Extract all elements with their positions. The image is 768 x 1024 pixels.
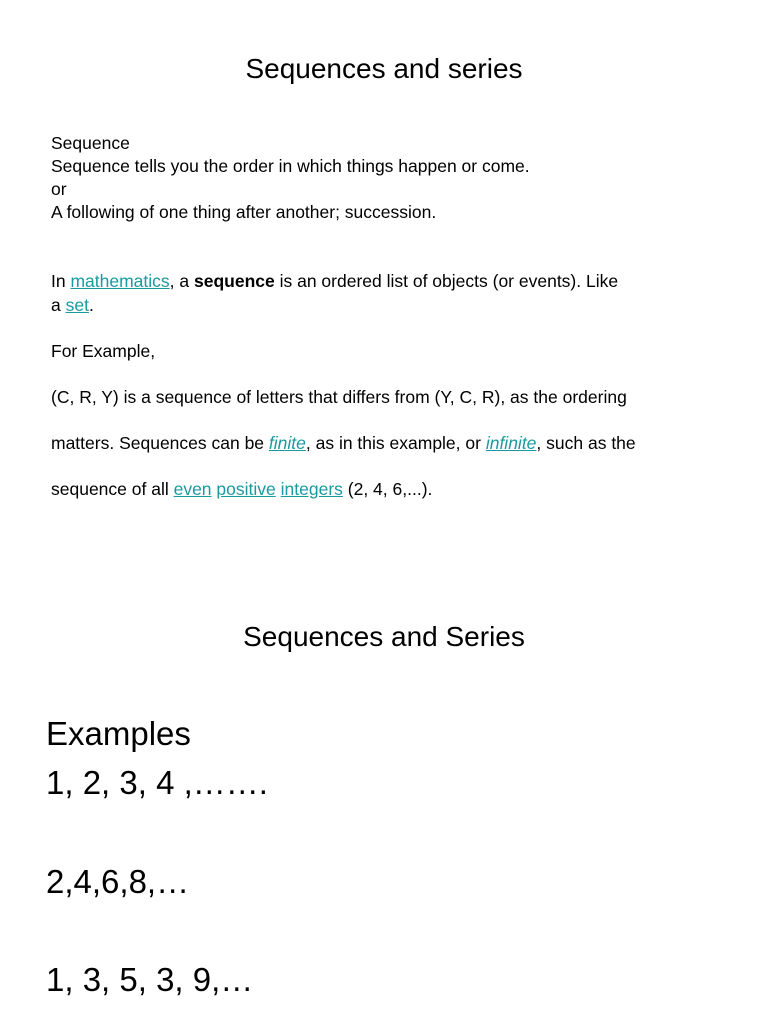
for-example-label: For Example, xyxy=(51,341,156,361)
link-finite[interactable]: finite xyxy=(268,433,306,453)
text-span: . xyxy=(88,295,94,315)
text-span: In xyxy=(51,271,71,291)
text-span: is an ordered list of objects (or events). Like xyxy=(274,271,619,291)
definition-line: Sequence tells you the order in which things happen or come. xyxy=(51,156,530,176)
examples-heading: Examples xyxy=(46,715,191,752)
page-title: Sequences and series xyxy=(245,53,523,84)
link-integers[interactable]: integers xyxy=(280,479,343,499)
definition-heading: Sequence xyxy=(51,133,130,153)
bold-term-sequence: sequence xyxy=(194,271,275,291)
slide2-title: Sequences and Series xyxy=(243,621,525,652)
definition-or: or xyxy=(51,179,67,199)
text-span: a xyxy=(51,295,66,315)
example-line xyxy=(51,478,432,501)
link-even[interactable]: even xyxy=(173,479,212,499)
paragraph-line xyxy=(51,294,94,317)
link-positive[interactable]: positive xyxy=(216,479,276,499)
text-span: sequence of all xyxy=(51,479,174,499)
text-span: (2, 4, 6,...). xyxy=(342,479,433,499)
example-sequence: 1, 3, 5, 3, 9,… xyxy=(46,961,254,998)
definition-line-alt: A following of one thing after another; succession. xyxy=(51,202,437,222)
text-span: , such as the xyxy=(536,433,636,453)
link-infinite[interactable]: infinite xyxy=(485,433,537,453)
text-span: , as in this example, or xyxy=(305,433,486,453)
example-sequence: 2,4,6,8,… xyxy=(46,863,190,900)
paragraph-line xyxy=(51,270,618,293)
example-sequence: 1, 2, 3, 4 ,……. xyxy=(46,764,268,801)
text-span: matters. Sequences can be xyxy=(51,433,269,453)
example-line xyxy=(51,432,636,455)
link-set[interactable]: set xyxy=(65,295,89,315)
example-line: (C, R, Y) is a sequence of letters that differs from (Y, C, R), as the ordering xyxy=(51,387,627,407)
link-mathematics[interactable]: mathematics xyxy=(70,271,170,291)
text-span: , a xyxy=(169,271,194,291)
